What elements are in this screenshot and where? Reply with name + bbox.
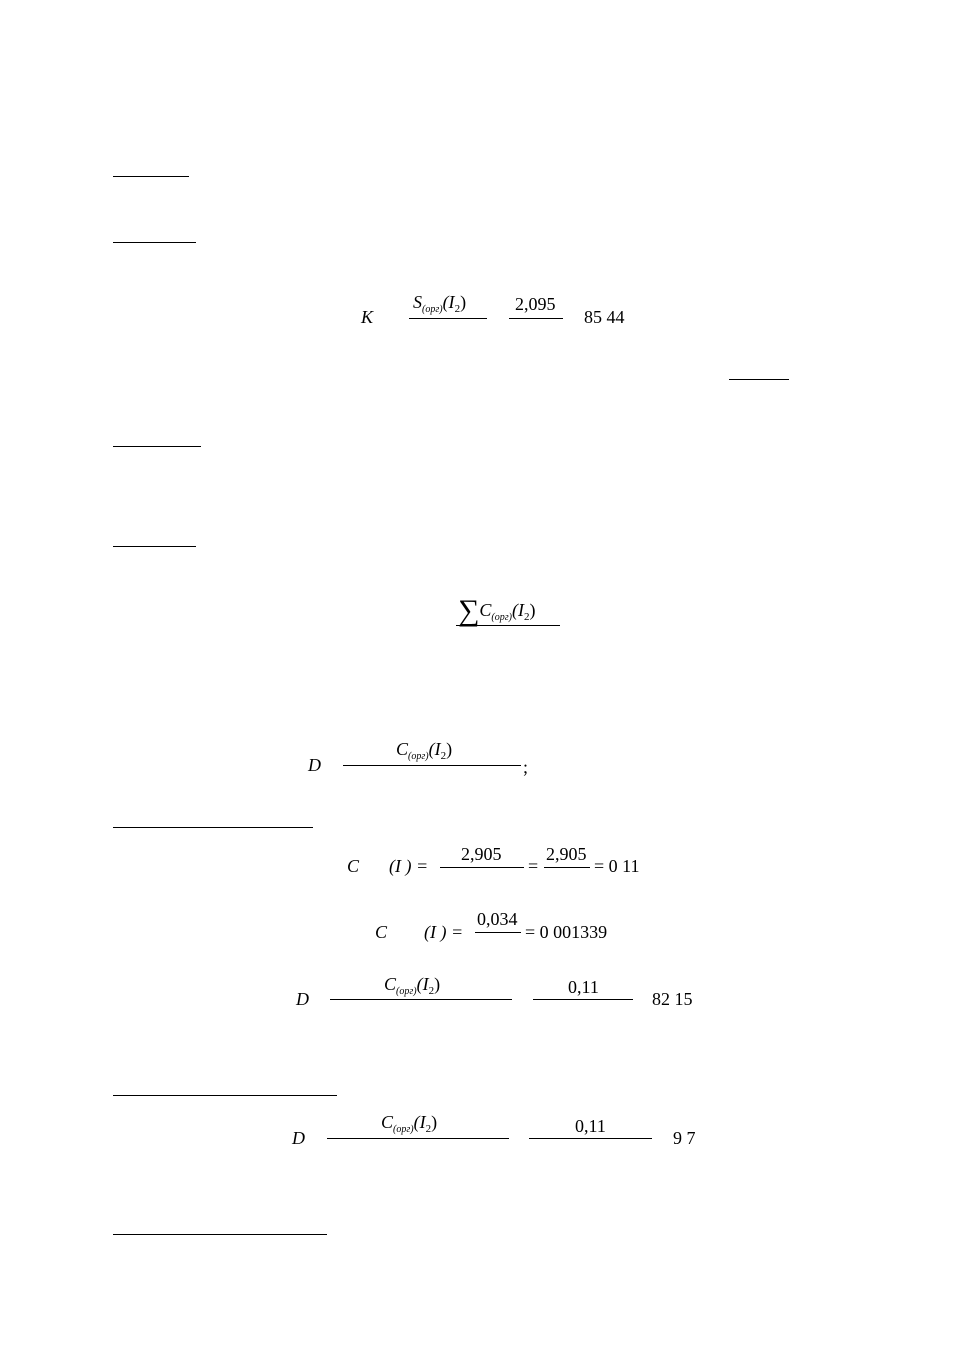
underline-rule-8 bbox=[113, 1234, 327, 1235]
eq-k-fraction-line-1 bbox=[409, 318, 487, 319]
eq-k-result: 85 44 bbox=[584, 307, 625, 327]
eq-c1-arg: (I ) = bbox=[389, 856, 429, 876]
underline-rule-5 bbox=[113, 546, 196, 547]
eq-d2-numerator: $C_{(орг)}(I_2)$ bbox=[381, 1112, 438, 1135]
eq-d1-result: 82 15 bbox=[652, 989, 693, 1009]
eq-c2-num: 0,034 bbox=[477, 909, 518, 929]
eq-d1-fraction-line-2 bbox=[533, 999, 633, 1000]
eq-c1-eq: = bbox=[528, 856, 539, 876]
eq-d-def-numerator: $C_{(орг)}(I_2)$ bbox=[396, 739, 453, 762]
eq-k-numerator: $S_{(орг)}(I_2)$ bbox=[413, 292, 467, 315]
eq-c2-arg: (I ) = bbox=[424, 922, 464, 942]
eq-d1-lhs: D bbox=[296, 989, 309, 1009]
eq-k-lhs: K bbox=[361, 307, 374, 327]
eq-c1-result: = 0 11 bbox=[594, 856, 640, 876]
eq-d-def-tail: ; bbox=[523, 757, 529, 777]
eq-sum-expression: $\sum C_{(орг)}(I_2)$ bbox=[458, 594, 536, 627]
underline-rule-4 bbox=[113, 446, 201, 447]
eq-d1-num2: 0,11 bbox=[568, 977, 599, 997]
underline-rule-7 bbox=[113, 1095, 337, 1096]
eq-d2-fraction-line-2 bbox=[529, 1138, 652, 1139]
sigma-symbol: ∑ bbox=[458, 594, 480, 627]
eq-d2-result: 9 7 bbox=[673, 1128, 696, 1148]
eq-c2-result: = 0 001339 bbox=[525, 922, 608, 942]
eq-d2-num2: 0,11 bbox=[575, 1116, 606, 1136]
eq-c2-fraction-line bbox=[475, 932, 521, 933]
eq-d2-lhs: D bbox=[292, 1128, 305, 1148]
eq-k-fraction-line-2 bbox=[509, 318, 563, 319]
underline-rule-1 bbox=[113, 176, 189, 177]
eq-c1-num1: 2,905 bbox=[461, 844, 502, 864]
eq-k-value: 2,095 bbox=[515, 294, 556, 314]
eq-sum-fraction-line bbox=[456, 625, 560, 626]
eq-c1-lhs: C bbox=[347, 856, 360, 876]
underline-rule-6 bbox=[113, 827, 313, 828]
eq-c1-num2: 2,905 bbox=[546, 844, 587, 864]
eq-c2-lhs: C bbox=[375, 922, 388, 942]
eq-d-def-fraction-line bbox=[343, 765, 521, 766]
eq-d1-fraction-line-1 bbox=[330, 999, 512, 1000]
eq-d2-fraction-line-1 bbox=[327, 1138, 509, 1139]
eq-c1-fraction-line-2 bbox=[544, 867, 590, 868]
eq-d-def-lhs: D bbox=[308, 755, 321, 775]
eq-d1-numerator: $C_{(орг)}(I_2)$ bbox=[384, 974, 441, 997]
underline-rule-2 bbox=[113, 242, 196, 243]
eq-c1-fraction-line-1 bbox=[440, 867, 524, 868]
underline-rule-3 bbox=[729, 379, 789, 380]
